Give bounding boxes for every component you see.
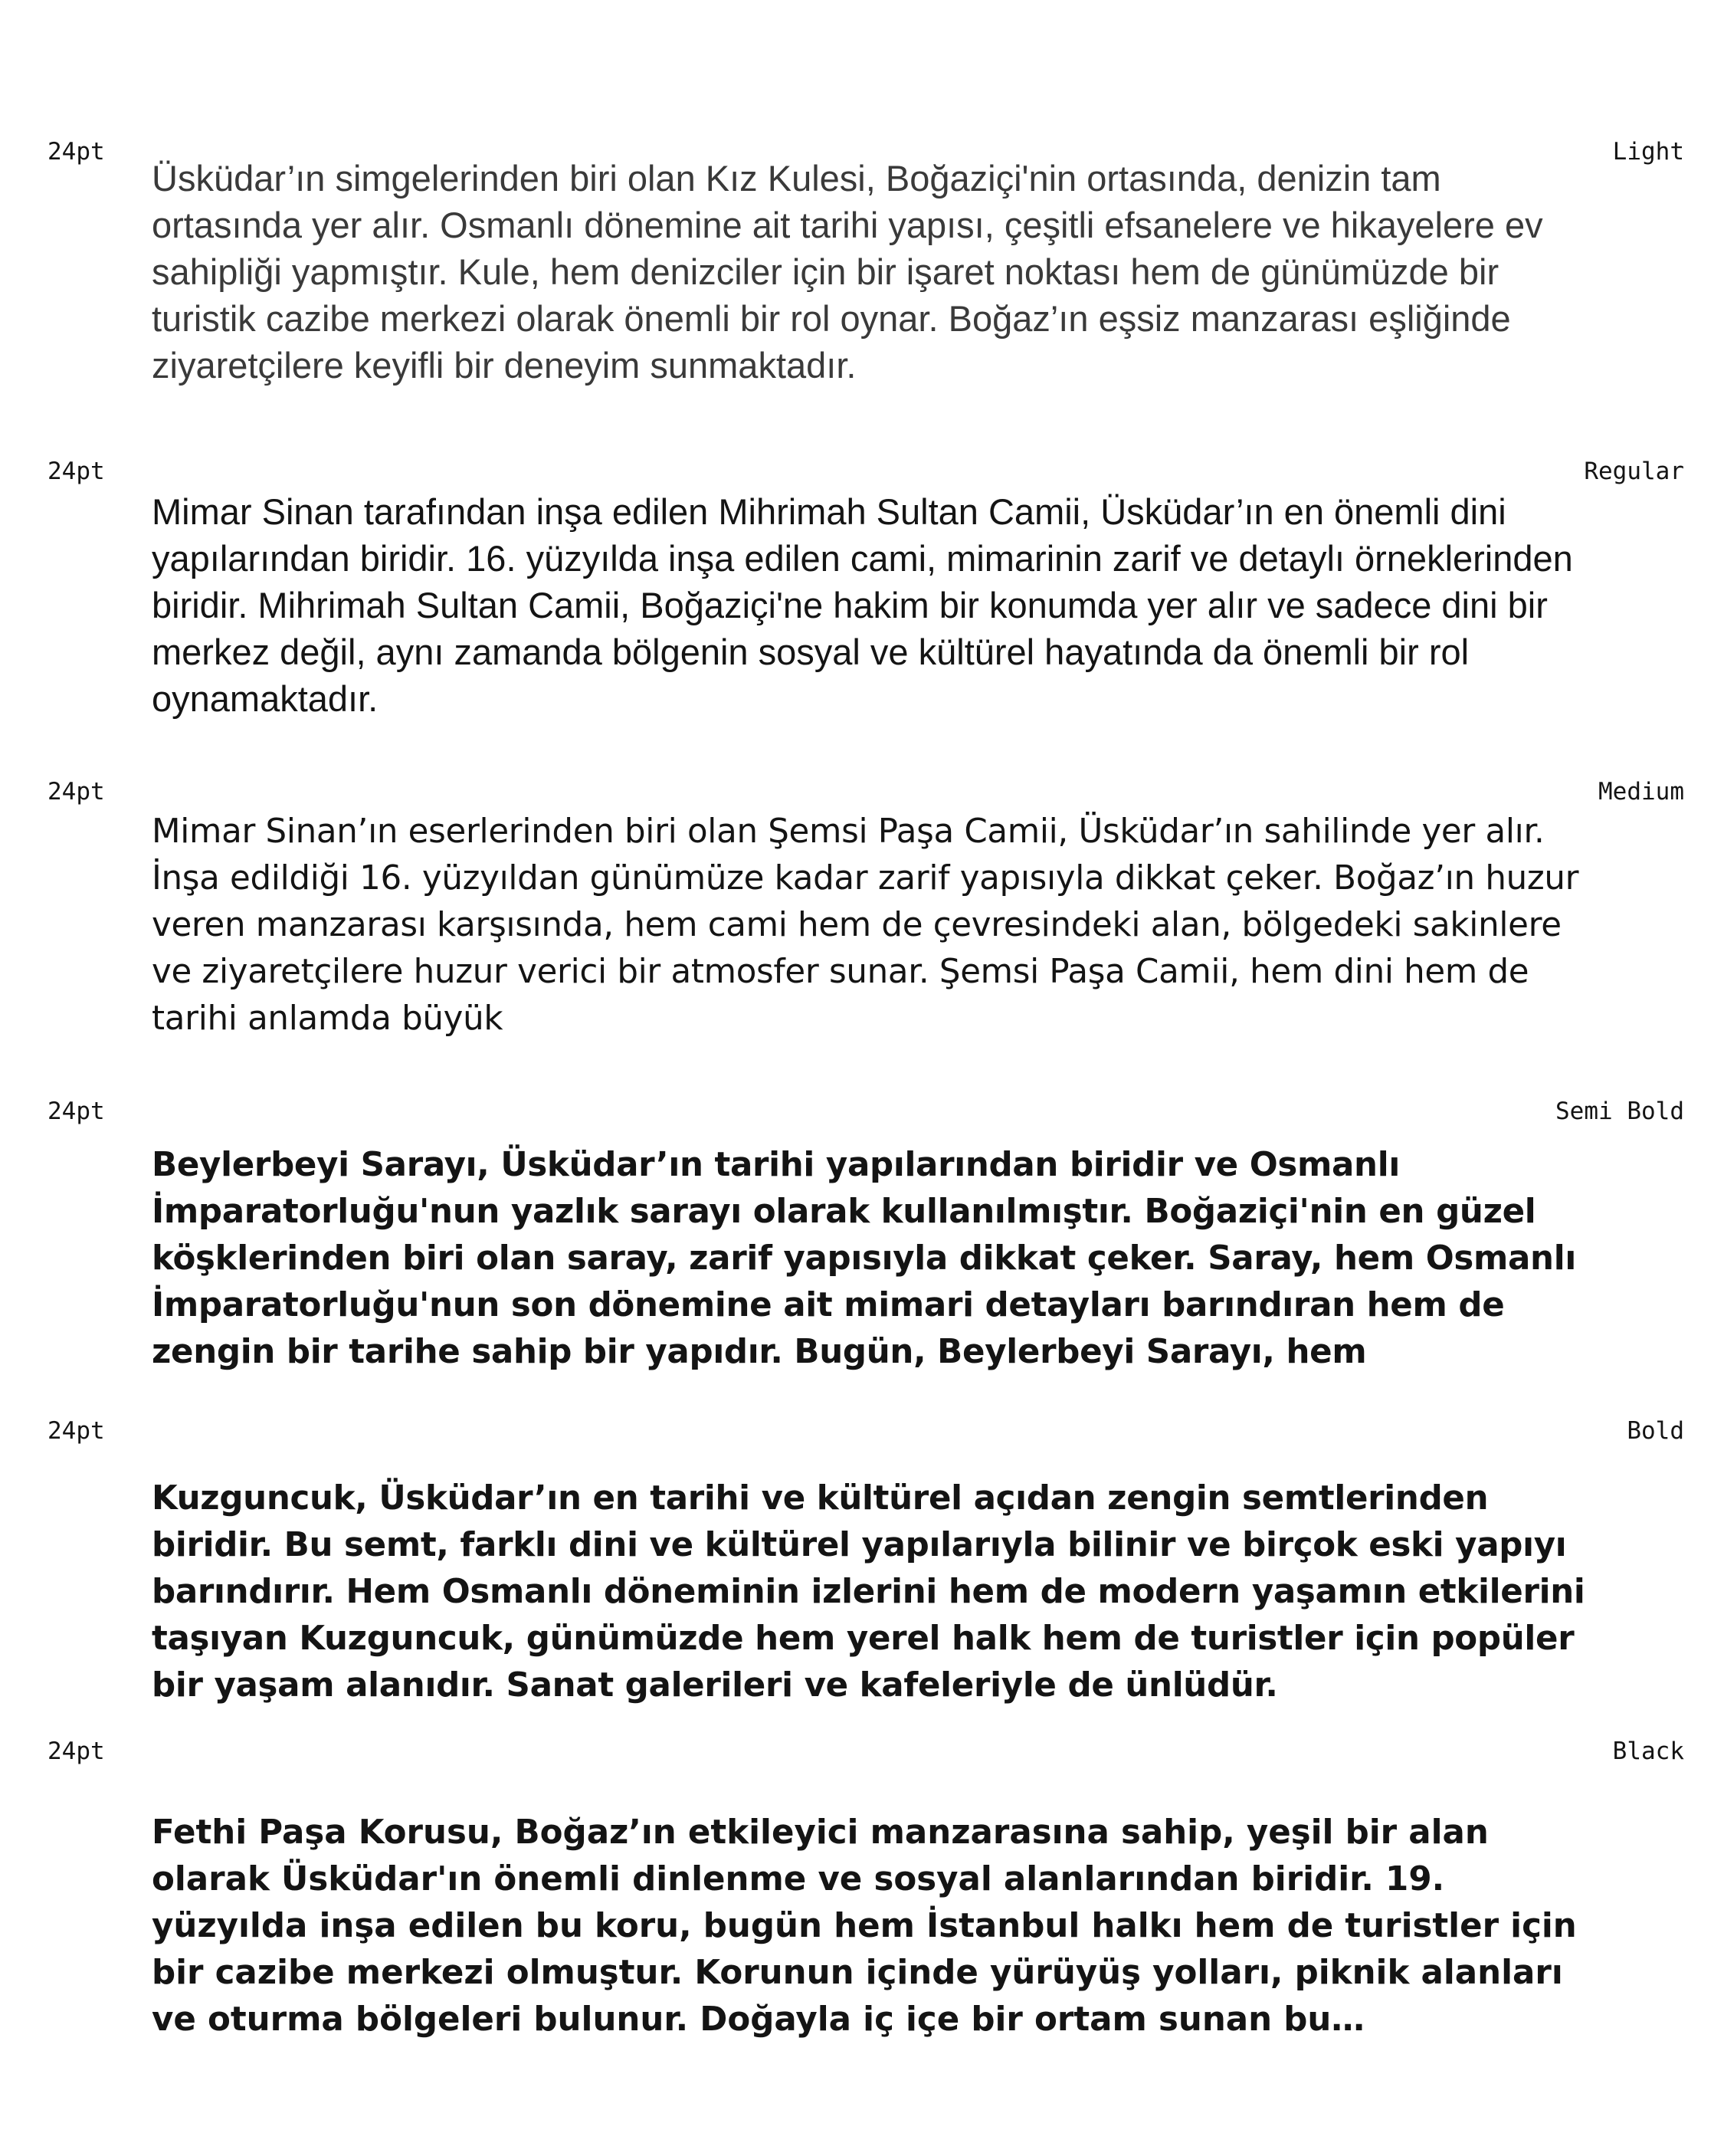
sample-paragraph: Kuzguncuk, Üsküdar’ın en tarihi ve kültürel açıdan zengin semtlerinden biridir. Bu semt, farklı dini ve kültürel yapılarıyla bilinir ve birçok eski yapıyı barındırır. Hem Osmanlı döneminin izlerini hem de modern yaşamın etkilerini taşıyan Kuzguncuk, günümüzde hem yerel halk hem de turistler için popüler bir yaşam alanıdır. Sanat galerileri ve kafeleriyle de ünlüdür. [152, 1479, 1585, 1705]
size-label: 24pt [48, 138, 105, 166]
weight-label: Bold [1627, 1417, 1684, 1445]
weight-label: Regular [1584, 458, 1684, 485]
sample-paragraph: Mimar Sinan tarafından inşa edilen Mihrimah Sultan Camii, Üsküdar’ın en önemli dini yapılarından biridir. 16. yüzyılda inşa edilen cami, mimarinin zarif ve detaylı örneklerinden biridir. Mihrimah Sultan Camii, Boğaziçi'ne hakim bir konumda yer alır ve sadece dini bir merkez değil, aynı zamanda bölgenin sosyal ve kültürel hayatında da önemli bir rol oynamaktadır. [152, 491, 1573, 719]
specimen-regular [0, 458, 1724, 778]
size-label: 24pt [48, 1738, 105, 1765]
weight-label: Black [1612, 1738, 1684, 1765]
specimen-bold [0, 1417, 1724, 1738]
sample-paragraph: Fethi Paşa Korusu, Boğaz’ın etkileyici manzarasına sahip, yeşil bir alan olarak Üsküdar'ın önemli dinlenme ve sosyal alanlarından biridir. 19. yüzyılda inşa edilen bu koru, bugün hem İstanbul halkı hem de turistler için bir cazibe merkezi olmuştur. Korunun içinde yürüyüş yolları, piknik alanları ve oturma bölgeleri bulunur. Doğayla iç içe bir ortam sunan bu… [152, 1813, 1577, 2039]
weight-label: Semi Bold [1555, 1098, 1684, 1125]
sample-paragraph: Üsküdar’ın simgelerinden biri olan Kız Kulesi, Boğaziçi'nin ortasında, denizin tam ortasında yer alır. Osmanlı dönemine ait tarihi yapısı, çeşitli efsanelere ve hikayelere ev sahipliği yapmıştır. Kule, hem denizciler için bir işaret noktası hem de günümüzde bir turistik cazibe merkezi olarak önemli bir rol oynar. Boğaz’ın eşsiz manzarası eşliğinde ziyaretçilere keyifli bir deneyim sunmaktadır. [152, 158, 1543, 386]
specimen-semi-bold [0, 1098, 1724, 1418]
size-label: 24pt [48, 1417, 105, 1445]
specimen-black [0, 1738, 1724, 2058]
sample-paragraph: Beylerbeyi Sarayı, Üsküdar’ın tarihi yapılarından biridir ve Osmanlı İmparatorluğu'nun yazlık sarayı olarak kullanılmıştır. Boğaziçi'nin en güzel köşklerinden biri olan saray, zarif yapısıyla dikkat çeker. Saray, hem Osmanlı İmparatorluğu'nun son dönemine ait mimari detayları barındıran hem de zengin bir tarihe sahip bir yapıdır. Bugün, Beylerbeyi Sarayı, hem [152, 1146, 1576, 1371]
size-label: 24pt [48, 458, 105, 485]
sample-paragraph: Mimar Sinan’ın eserlerinden biri olan Şemsi Paşa Camii, Üsküdar’ın sahilinde yer alır. İnşa edildiği 16. yüzyıldan günümüze kadar zarif yapısıyla dikkat çeker. Boğaz’ın huzur veren manzarası karşısında, hem cami hem de çevresindeki alan, bölgedeki sakinlere ve ziyaretçilere huzur verici bir atmosfer sunar. Şemsi Paşa Camii, hem dini hem de tarihi anlamda büyük [152, 812, 1579, 1038]
weight-label: Light [1612, 138, 1684, 166]
size-label: 24pt [48, 778, 105, 806]
weight-label: Medium [1598, 778, 1684, 806]
size-label: 24pt [48, 1098, 105, 1125]
specimen-medium [0, 778, 1724, 1098]
specimen-light [0, 138, 1724, 458]
